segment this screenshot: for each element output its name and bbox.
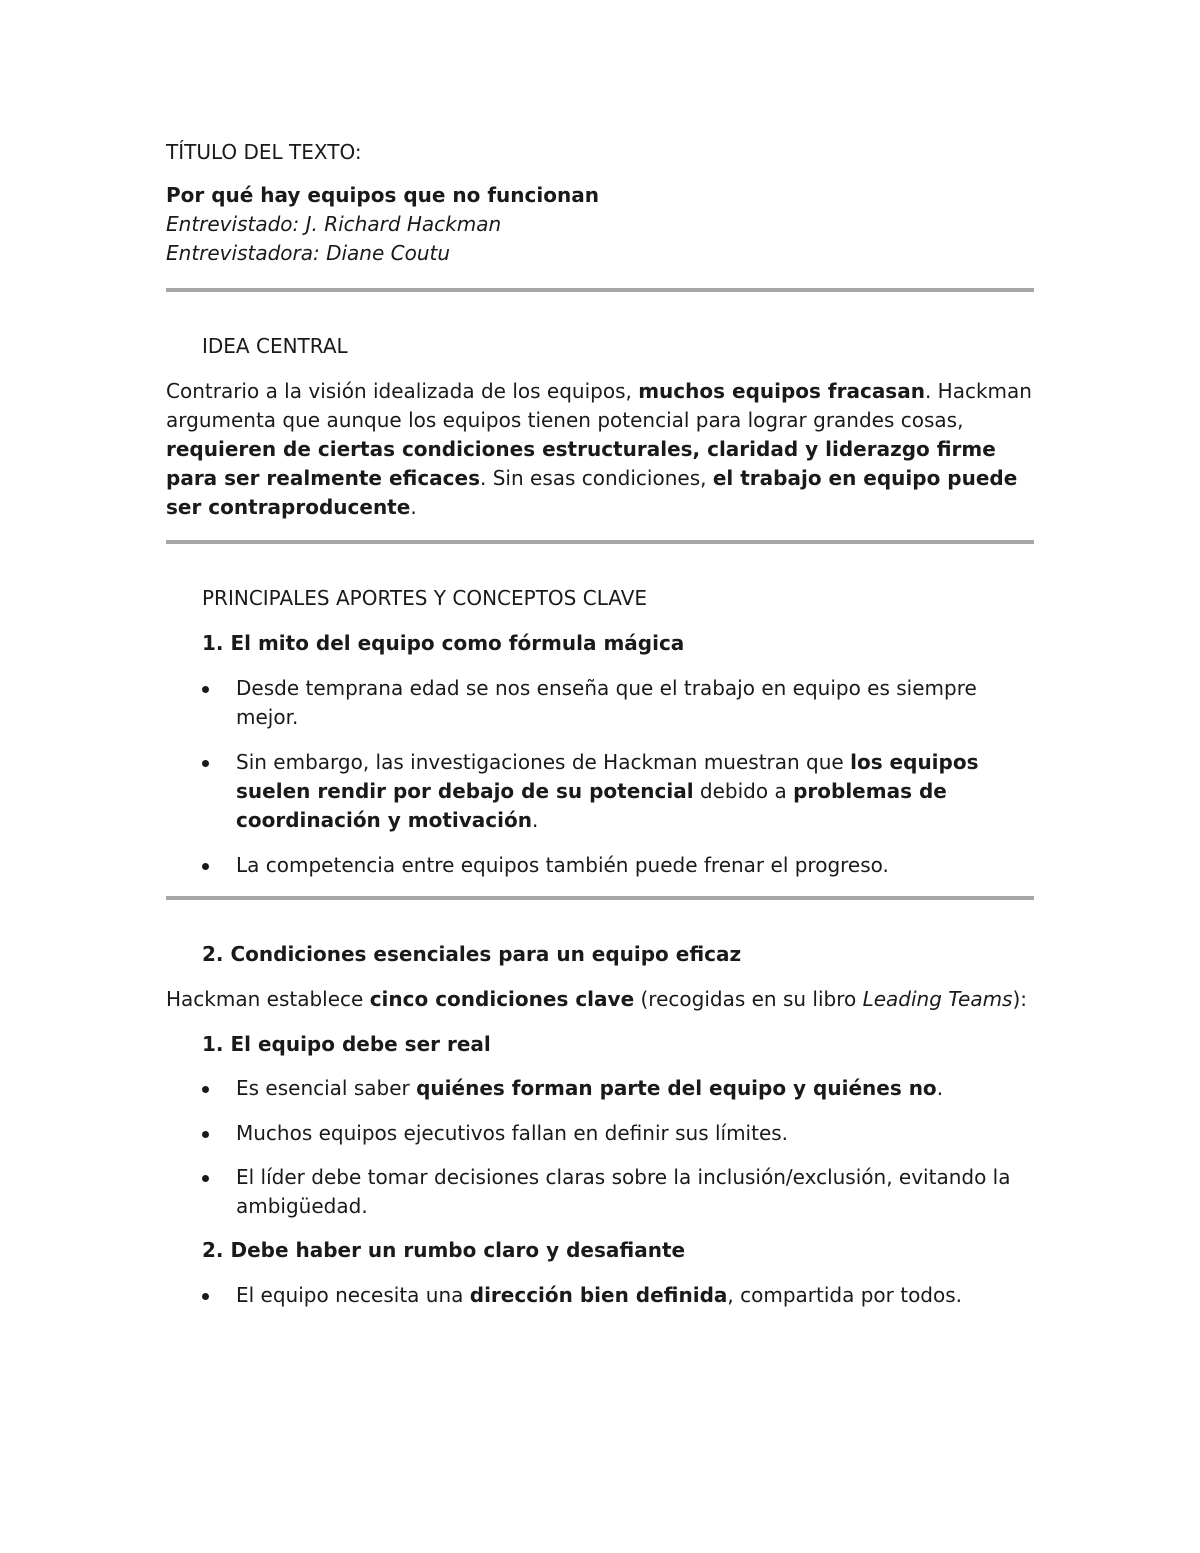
section-idea-central <box>166 332 1034 522</box>
interviewer: Entrevistadora: Diane Coutu <box>166 241 451 265</box>
subsection-heading: 1. El equipo debe ser real <box>202 1032 491 1056</box>
section-heading: PRINCIPALES APORTES Y CONCEPTOS CLAVE <box>202 586 648 610</box>
list-item: La competencia entre equipos también puede frenar el progreso. <box>166 851 1034 880</box>
idea-central-paragraph: Contrario a la visión idealizada de los equipos, muchos equipos fracasan. Hackman argumenta que aunque los equipos tienen potencial para lograr grandes cosas, requieren de ciertas condiciones estructurales, claridad y liderazgo firme para ser realmente eficaces. Sin esas condiciones, el trabajo en equipo puede ser contraproducente. <box>166 379 1032 519</box>
bullet-icon <box>202 1131 209 1138</box>
bullet-list <box>166 674 1034 880</box>
section-divider <box>166 288 1034 292</box>
section-divider <box>166 896 1034 900</box>
list-item: El líder debe tomar decisiones claras sobre la inclusión/exclusión, evitando la ambigüedad. <box>166 1163 1034 1221</box>
subsection-heading: 1. El mito del equipo como fórmula mágica <box>202 631 685 655</box>
bullet-icon <box>202 760 209 767</box>
section-heading: IDEA CENTRAL <box>202 334 348 358</box>
document-page <box>166 138 1034 1310</box>
section-heading: 2. Condiciones esenciales para un equipo eficaz <box>202 942 742 966</box>
bullet-icon <box>202 1175 209 1182</box>
section-aportes <box>166 584 1034 880</box>
condiciones-intro: Hackman establece cinco condiciones clave (recogidas en su libro Leading Teams): <box>166 987 1028 1011</box>
list-item: Es esencial saber quiénes forman parte del equipo y quiénes no. <box>166 1074 1034 1103</box>
bullet-icon <box>202 863 209 870</box>
subsection-heading: 2. Debe haber un rumbo claro y desafiante <box>202 1238 686 1262</box>
bullet-list <box>166 1281 1034 1310</box>
list-item: El equipo necesita una dirección bien definida, compartida por todos. <box>166 1281 1034 1310</box>
list-item: Sin embargo, las investigaciones de Hackman muestran que los equipos suelen rendir por debajo de su potencial debido a problemas de coordinación y motivación. <box>166 748 1034 835</box>
document-header <box>166 138 1034 268</box>
bullet-icon <box>202 1293 209 1300</box>
bullet-icon <box>202 1086 209 1093</box>
bullet-list <box>166 1074 1034 1221</box>
document-title: Por qué hay equipos que no funcionan <box>166 183 599 207</box>
interviewee: Entrevistado: J. Richard Hackman <box>166 212 502 236</box>
list-item: Desde temprana edad se nos enseña que el trabajo en equipo es siempre mejor. <box>166 674 1034 732</box>
section-divider <box>166 540 1034 544</box>
bullet-icon <box>202 686 209 693</box>
section-condiciones <box>166 940 1034 1310</box>
title-label: TÍTULO DEL TEXTO: <box>166 140 362 164</box>
list-item: Muchos equipos ejecutivos fallan en definir sus límites. <box>166 1119 1034 1148</box>
